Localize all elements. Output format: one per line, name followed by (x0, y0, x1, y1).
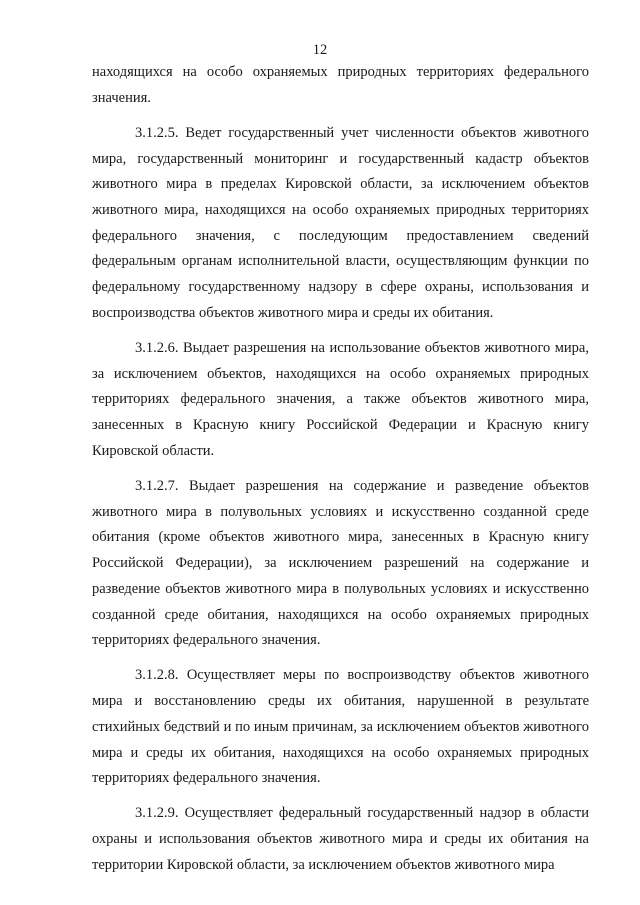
document-body (92, 60, 589, 879)
paragraph-continuation: находящихся на особо охраняемых природных территориях федерального значения. (92, 64, 589, 106)
paragraph-3-1-2-8: 3.1.2.8. Осуществляет меры по воспроизводству объектов животного мира и восстановлению среды их обитания, нарушенной в результате стихийных бедствий и по иным причинам, за исключением объектов животного мира и среды их обитания, находящихся на особо охраняемых природных территориях федерального значения. (92, 667, 589, 787)
paragraph-3-1-2-9: 3.1.2.9. Осуществляет федеральный государственный надзор в области охраны и использования объектов животного мира и среды их обитания на территории Кировской области, за исключением объектов животного мира (92, 805, 589, 873)
page-number: 12 (312, 42, 328, 58)
paragraph-3-1-2-6: 3.1.2.6. Выдает разрешения на использование объектов животного мира, за исключением объектов, находящихся на особо охраняемых природных территориях федерального значения, а также объектов животного мира, занесенных в Красную книгу Российской Федерации и Красную книгу Кировской области. (92, 340, 589, 459)
paragraph-3-1-2-7: 3.1.2.7. Выдает разрешения на содержание и разведение объектов животного мира в полувольных условиях и искусственно созданной среде обитания (кроме объектов животного мира, занесенных в Красную книгу Российской Федерации), за исключением разрешений на содержание и разведение объектов животного мира в полувольных условиях и искусственно созданной среде обитания, находящихся на особо охраняемых природных территориях федерального значения. (92, 478, 589, 649)
paragraph-3-1-2-5: 3.1.2.5. Ведет государственный учет численности объектов животного мира, государственный мониторинг и государственный кадастр объектов животного мира в пределах Кировской области, за исключением объектов животного мира, находящихся на особо охраняемых природных территориях федерального значения, с последующим предоставлением сведений федеральным органам исполнительной власти, осуществляющим функции по федеральному государственному надзору в сфере охраны, использования и воспроизводства объектов животного мира и среды их обитания. (92, 124, 589, 321)
